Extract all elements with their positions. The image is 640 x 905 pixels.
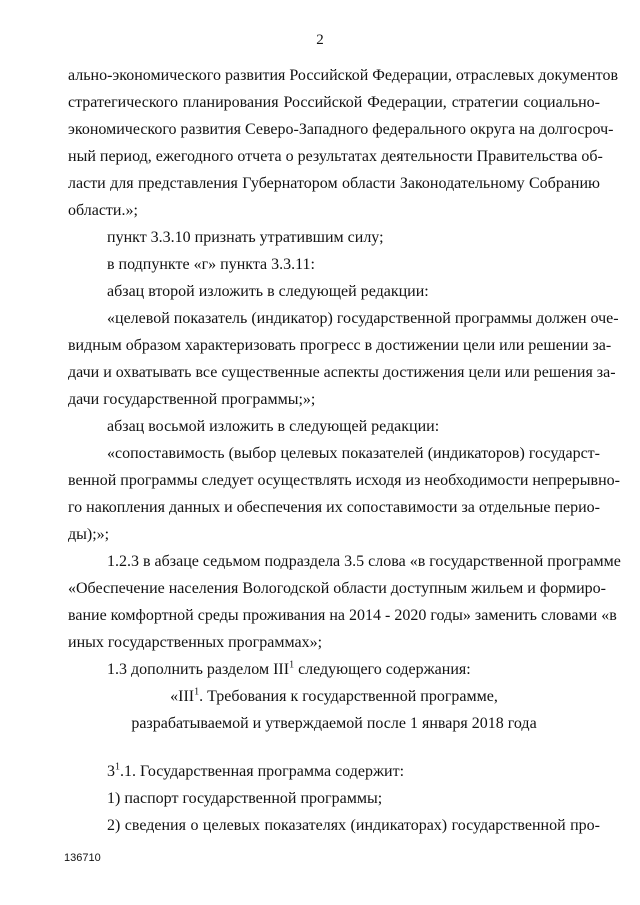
section-heading: разрабатываемой и утверждаемой после 1 января 2018 года [131,715,537,732]
superscript: 1 [194,686,200,698]
section-heading [68,687,600,707]
superscript: 1 [289,659,295,671]
text-line: «сопоставимость (выбор целевых показателей (индикаторов) государст- [107,445,600,462]
text-span: следующего содержания: [294,661,471,678]
text-line: абзац второй изложить в следующей редакции: [107,283,429,300]
text-line: ный период, ежегодного отчета о результатах деятельности Правительства об- [68,148,603,165]
text-line: 1.2.3 в абзаце седьмом подраздела 3.5 слова «в государственной программе [107,553,621,570]
text-line [107,660,600,680]
document-code: 136710 [64,852,101,864]
text-line: области.»; [68,202,138,219]
page-number: 2 [316,32,324,48]
text-line: 2) сведения о целевых показателях (индикаторах) государственной про- [107,817,600,834]
text-line: абзац восьмой изложить в следующей редакции: [107,418,440,435]
text-line: экономического развития Северо-Западного федерального округа на долгосроч- [68,121,614,138]
text-line: венной программы следует осуществлять исходя из необходимости непрерывно- [68,472,620,489]
text-span: «III [170,688,195,705]
text-line: стратегического планирования Российской Федерации, стратегии социально- [68,94,600,111]
text-line: ласти для представления Губернатором области Законодательному Собранию [68,175,600,192]
text-span: 3 [107,763,115,780]
text-line: 1) паспорт государственной программы; [107,790,383,807]
text-span: .1. Государственная программа содержит: [120,763,405,780]
text-line: «Обеспечение населения Вологодской области доступным жильем и формиро- [68,580,607,597]
text-line: иных государственных программах»; [68,634,323,651]
text-line: пункт 3.3.10 признать утратившим силу; [107,229,384,246]
text-line: видным образом характеризовать прогресс в достижении цели или решении за- [68,337,612,354]
text-line: в подпункте «г» пункта 3.3.11: [107,256,315,273]
text-line: ально-экономического развития Российской Федерации, отраслевых документов [68,67,618,84]
text-line: дачи государственной программы;»; [68,391,316,408]
text-line: ды);»; [68,526,110,543]
text-span: . Требования к государственной программе, [199,688,498,705]
superscript: 1 [115,761,120,773]
text-span: 1.3 дополнить разделом III [107,661,290,678]
text-line: дачи и охватывать все существенные аспекты достижения цели или решения за- [68,364,616,381]
text-line: го накопления данных и обеспечения их сопоставимости за отдельные перио- [68,499,600,516]
text-line [107,762,600,782]
text-line: «целевой показатель (индикатор) государственной программы должен оче- [107,310,619,327]
text-line: вание комфортной среды проживания на 2014 - 2020 годы» заменить словами «в [68,607,617,624]
